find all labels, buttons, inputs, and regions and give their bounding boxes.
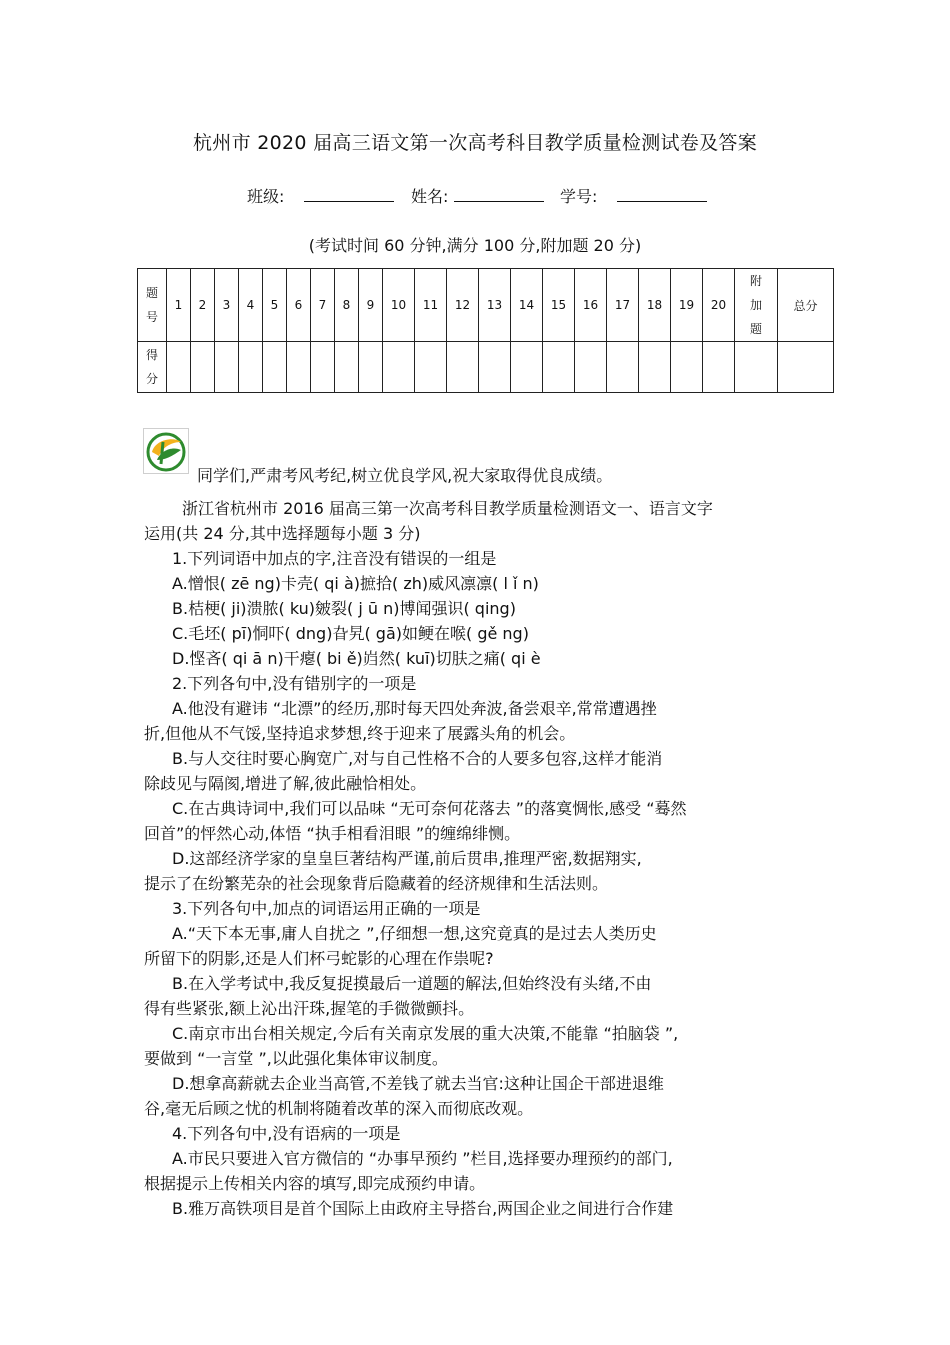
question-col-20: 20 — [703, 269, 735, 342]
question-1-option-c: C.毛坯( pī)恫吓( dng)旮旯( gā)如鲠在喉( gě ng) — [172, 624, 529, 643]
question-col-11: 11 — [415, 269, 447, 342]
section-heading-line: 运用(共 24 分,其中选择题每小题 3 分) — [144, 524, 421, 543]
question-col-9: 9 — [359, 269, 383, 342]
score-cell[interactable] — [479, 342, 511, 393]
question-3-option-d-cont: 谷,毫无后顾之忧的机制将随着改革的深入而彻底改观。 — [144, 1099, 534, 1118]
score-cell[interactable] — [167, 342, 191, 393]
score-label: 得 分 — [138, 342, 167, 393]
question-3-option-b: B.在入学考试中,我反复捉摸最后一道题的解法,但始终没有头绪,不由 — [172, 974, 652, 993]
question-2-option-c-cont: 回首”的怦然心动,体悟 “执手相看泪眼 ”的缠绵绯恻。 — [144, 824, 521, 843]
question-2-option-b-cont: 除歧见与隔阂,增进了解,彼此融恰相处。 — [144, 774, 427, 793]
score-table-score-row — [138, 342, 834, 393]
student-id-label: 学号: — [560, 187, 598, 206]
question-1-option-b: B.桔梗( ji)溃脓( ku)皴裂( j ū n)博闻强识( qing) — [172, 599, 516, 618]
score-cell[interactable] — [671, 342, 703, 393]
question-col-7: 7 — [311, 269, 335, 342]
score-cell[interactable] — [215, 342, 239, 393]
question-2-option-d-cont: 提示了在纷繁芜杂的社会现象背后隐藏着的经济规律和生活法则。 — [144, 874, 609, 893]
question-2-option-a-cont: 折,但他从不气馁,坚持追求梦想,终于迎来了展露头角的机会。 — [144, 724, 576, 743]
question-2-option-b: B.与人交往时要心胸宽广,对与自己性格不合的人要多包容,这样才能消 — [172, 749, 663, 768]
question-col-1: 1 — [167, 269, 191, 342]
score-cell[interactable] — [287, 342, 311, 393]
question-col-5: 5 — [263, 269, 287, 342]
score-cell[interactable] — [415, 342, 447, 393]
question-3-option-c: C.南京市出台相关规定,今后有关南京发展的重大决策,不能靠 “拍脑袋 ”, — [172, 1024, 679, 1043]
class-label: 班级: — [247, 187, 285, 206]
greeting-text: 同学们,严肃考风考纪,树立优良学风,祝大家取得优良成绩。 — [197, 466, 613, 485]
score-cell[interactable] — [311, 342, 335, 393]
question-1-option-a: A.憎恨( zē ng)卡壳( qi à)摭拾( zh)威风凛凛( l ǐ n) — [172, 574, 539, 593]
question-1-stem: 1.下列词语中加点的字,注音没有错误的一组是 — [172, 549, 497, 568]
question-3-option-b-cont: 得有些紧张,额上沁出汗珠,握笔的手微微颤抖。 — [144, 999, 475, 1018]
score-cell[interactable] — [543, 342, 575, 393]
question-col-13: 13 — [479, 269, 511, 342]
score-cell[interactable] — [447, 342, 479, 393]
score-cell[interactable] — [639, 342, 671, 393]
question-col-8: 8 — [335, 269, 359, 342]
score-cell[interactable] — [575, 342, 607, 393]
score-cell[interactable] — [703, 342, 735, 393]
exam-note: (考试时间 60 分钟,满分 100 分,附加题 20 分) — [308, 236, 642, 255]
question-4-option-a: A.市民只要进入官方微信的 “办事早预约 ”栏目,选择要办理预约的部门, — [172, 1149, 673, 1168]
score-cell[interactable] — [383, 342, 415, 393]
question-col-19: 19 — [671, 269, 703, 342]
bonus-question-label: 附 加 题 — [735, 269, 778, 342]
score-cell[interactable] — [607, 342, 639, 393]
question-3-option-c-cont: 要做到 “一言堂 ”,以此强化集体审议制度。 — [144, 1049, 448, 1068]
question-4-stem: 4.下列各句中,没有语病的一项是 — [172, 1124, 401, 1143]
question-3-option-a: A.“天下本无事,庸人自扰之 ”,仔细想一想,这究竟真的是过去人类历史 — [172, 924, 657, 943]
question-col-16: 16 — [575, 269, 607, 342]
question-1-option-d: D.悭吝( qi ā n)干瘪( bi ě)岿然( kuī)切肤之痛( qi è — [172, 649, 541, 668]
question-col-14: 14 — [511, 269, 543, 342]
name-blank[interactable] — [454, 201, 544, 202]
question-2-option-c: C.在古典诗词中,我们可以品味 “无可奈何花落去 ”的落寞惆怅,感受 “蓦然 — [172, 799, 687, 818]
question-col-18: 18 — [639, 269, 671, 342]
score-cell[interactable] — [191, 342, 215, 393]
question-col-10: 10 — [383, 269, 415, 342]
question-2-stem: 2.下列各句中,没有错别字的一项是 — [172, 674, 417, 693]
score-cell[interactable] — [239, 342, 263, 393]
score-cell[interactable] — [263, 342, 287, 393]
question-2-option-a: A.他没有避讳 “北漂”的经历,那时每天四处奔波,备尝艰辛,常常遭遇挫 — [172, 699, 657, 718]
school-logo-icon — [143, 428, 189, 474]
page-title: 杭州市 2020 届高三语文第一次高考科目教学质量检测试卷及答案 — [192, 132, 758, 154]
question-col-3: 3 — [215, 269, 239, 342]
question-3-stem: 3.下列各句中,加点的词语运用正确的一项是 — [172, 899, 481, 918]
question-col-12: 12 — [447, 269, 479, 342]
student-id-blank[interactable] — [617, 201, 707, 202]
question-col-2: 2 — [191, 269, 215, 342]
question-4-option-a-cont: 根据提示上传相关内容的填写,即完成预约申请。 — [144, 1174, 486, 1193]
name-label: 姓名: — [411, 187, 449, 206]
score-table — [137, 268, 834, 393]
score-cell[interactable] — [335, 342, 359, 393]
question-number-label: 题 号 — [138, 269, 167, 342]
bonus-score-cell[interactable] — [735, 342, 778, 393]
question-3-option-a-cont: 所留下的阴影,还是人们杯弓蛇影的心理在作祟呢? — [144, 949, 494, 968]
total-score-label: 总分 — [778, 269, 834, 342]
score-table-header-row — [138, 269, 834, 342]
question-2-option-d: D.这部经济学家的皇皇巨著结构严谨,前后贯串,推理严密,数据翔实, — [172, 849, 642, 868]
section-heading-line: 浙江省杭州市 2016 届高三第一次高考科目教学质量检测语文一、语言文字 — [182, 499, 713, 518]
class-blank[interactable] — [304, 201, 394, 202]
question-col-15: 15 — [543, 269, 575, 342]
question-4-option-b: B.雅万高铁项目是首个国际上由政府主导搭台,两国企业之间进行合作建 — [172, 1199, 674, 1218]
total-score-cell[interactable] — [778, 342, 834, 393]
score-cell[interactable] — [511, 342, 543, 393]
question-col-17: 17 — [607, 269, 639, 342]
question-3-option-d: D.想拿高薪就去企业当高管,不差钱了就去当官:这种让国企干部进退维 — [172, 1074, 664, 1093]
score-cell[interactable] — [359, 342, 383, 393]
question-col-6: 6 — [287, 269, 311, 342]
question-col-4: 4 — [239, 269, 263, 342]
